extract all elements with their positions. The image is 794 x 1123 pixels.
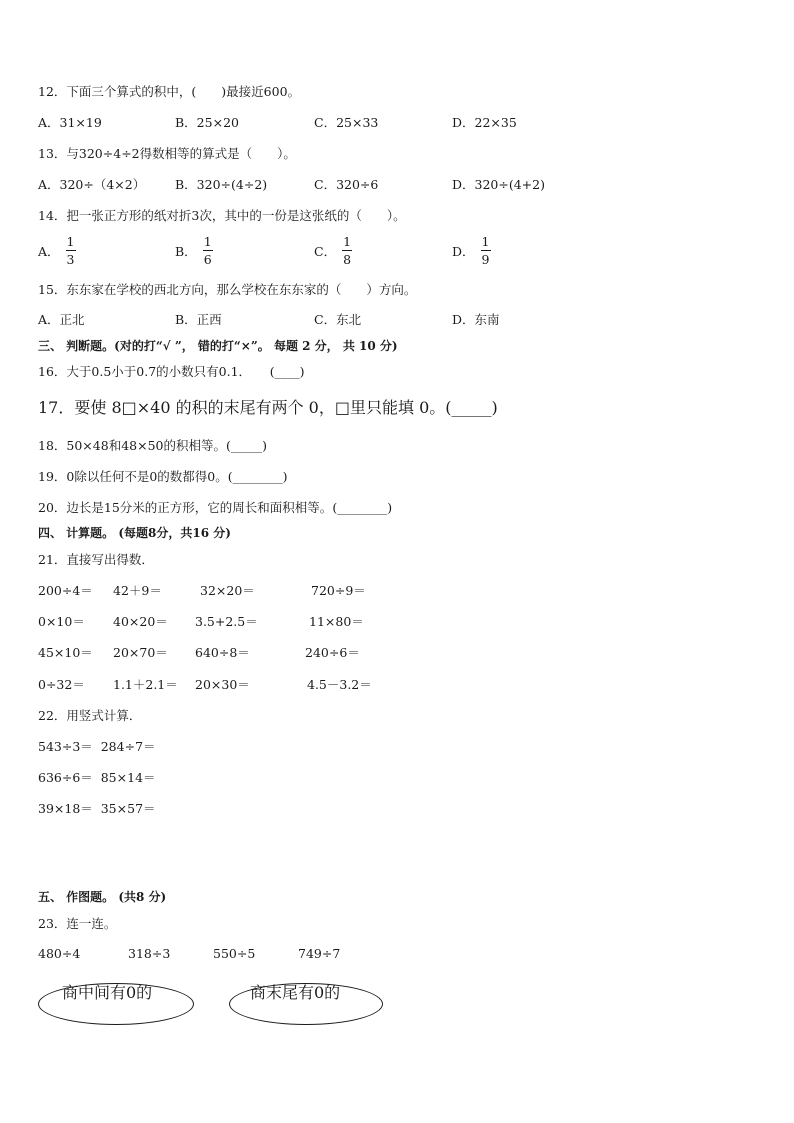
- match-item: 480÷4: [38, 946, 81, 961]
- question-12-stem: 12．下面三个算式的积中，( )最接近600。: [38, 84, 301, 99]
- calc-item: 240÷6＝: [305, 645, 360, 660]
- fraction: [66, 234, 76, 267]
- fraction-numerator: 1: [66, 234, 75, 249]
- question-18: 18．50×48和48×50的积相等。(_____): [38, 438, 267, 453]
- calc-item: 4.5－3.2＝: [307, 677, 372, 692]
- fraction-bar: [342, 250, 352, 251]
- calc-item: 720÷9＝: [311, 583, 366, 598]
- calc-item: 40×20＝: [113, 614, 168, 629]
- fraction-numerator: 1: [203, 234, 212, 249]
- question-14-option-b: [175, 234, 213, 267]
- calc-item: 200÷4＝: [38, 583, 93, 598]
- match-item: 749÷7: [298, 946, 341, 961]
- question-19: 19．0除以任何不是0的数都得0。(________): [38, 469, 288, 484]
- calc-item: 3.5+2.5＝: [195, 614, 258, 629]
- question-14-option-a: [38, 234, 76, 267]
- question-13-option-c: C．320÷6: [314, 177, 379, 192]
- section-5-heading: 五、 作图题。 (共8 分): [38, 890, 167, 904]
- question-20: 20．边长是15分米的正方形，它的周长和面积相等。(________): [38, 500, 393, 515]
- fraction: [342, 234, 352, 267]
- match-item: 550÷5: [213, 946, 256, 961]
- vertical-calc-row: 636÷6＝ 85×14＝: [38, 770, 156, 785]
- question-12-option-d: D．22×35: [452, 115, 517, 130]
- calc-item: 11×80＝: [309, 614, 364, 629]
- option-letter: C．: [314, 243, 337, 259]
- section-3-heading: 三、 判断题。(对的打“√ ”， 错的打“×”。 每题 2 分， 共 10 分): [38, 339, 398, 353]
- vertical-calc-row: 39×18＝ 35×57＝: [38, 801, 156, 816]
- calc-item: 0×10＝: [38, 614, 85, 629]
- question-13-option-a: A．320÷（4×2）: [38, 177, 146, 192]
- question-15-stem: 15．东东家在学校的西北方向，那么学校在东东家的（ ）方向。: [38, 282, 417, 297]
- calc-item: 20×30＝: [195, 677, 250, 692]
- match-item: 318÷3: [128, 946, 171, 961]
- option-letter: B．: [175, 243, 197, 259]
- question-23-stem: 23．连一连。: [38, 916, 117, 931]
- question-14-option-c: [314, 234, 352, 267]
- calc-item: 20×70＝: [113, 645, 168, 660]
- option-letter: A．: [38, 243, 60, 259]
- question-14-option-d: [452, 234, 491, 267]
- question-12-option-b: B．25×20: [175, 115, 239, 130]
- fraction-denominator: 3: [66, 252, 75, 267]
- question-22-stem: 22．用竖式计算．: [38, 708, 142, 723]
- fraction-numerator: 1: [481, 234, 490, 249]
- fraction: [203, 234, 213, 267]
- calc-item: 1.1＋2.1＝: [113, 677, 178, 692]
- fraction-denominator: 6: [203, 252, 212, 267]
- fraction-bar: [66, 250, 76, 251]
- calc-item: 0÷32＝: [38, 677, 85, 692]
- question-17: 17．要使 8□×40 的积的末尾有两个 0，□里只能填 0。(_____): [38, 398, 498, 417]
- question-13-option-b: B．320÷(4÷2): [175, 177, 268, 192]
- section-4-heading: 四、 计算题。 (每题8分，共16 分): [38, 526, 231, 540]
- question-16: 16．大于0.5小于0.7的小数只有0.1． (____): [38, 364, 305, 379]
- question-15-option-a: A．正北: [38, 312, 85, 327]
- calc-item: 45×10＝: [38, 645, 93, 660]
- question-13-option-d: D．320÷(4+2): [452, 177, 545, 192]
- calc-item: 640÷8＝: [195, 645, 250, 660]
- option-letter: D．: [452, 243, 475, 259]
- fraction-bar: [203, 250, 213, 251]
- oval-label: 商中间有0的: [62, 983, 153, 1002]
- fraction-denominator: 9: [481, 252, 490, 267]
- question-15-option-b: B．正西: [175, 312, 222, 327]
- question-12-option-c: C．25×33: [314, 115, 379, 130]
- fraction-bar: [481, 250, 491, 251]
- question-21-stem: 21．直接写出得数．: [38, 552, 154, 567]
- fraction-numerator: 1: [343, 234, 352, 249]
- question-13-stem: 13．与320÷4÷2得数相等的算式是（ ）。: [38, 146, 296, 161]
- question-14-stem: 14．把一张正方形的纸对折3次，其中的一份是这张纸的（ ）。: [38, 208, 406, 223]
- question-12-option-a: A．31×19: [38, 115, 102, 130]
- calc-item: 32×20＝: [200, 583, 255, 598]
- calc-item: 42＋9＝: [113, 583, 162, 598]
- question-15-option-d: D．东南: [452, 312, 500, 327]
- vertical-calc-row: 543÷3＝ 284÷7＝: [38, 739, 156, 754]
- oval-label: 商末尾有0的: [250, 983, 341, 1002]
- fraction-denominator: 8: [343, 252, 352, 267]
- fraction: [481, 234, 491, 267]
- question-15-option-c: C．东北: [314, 312, 362, 327]
